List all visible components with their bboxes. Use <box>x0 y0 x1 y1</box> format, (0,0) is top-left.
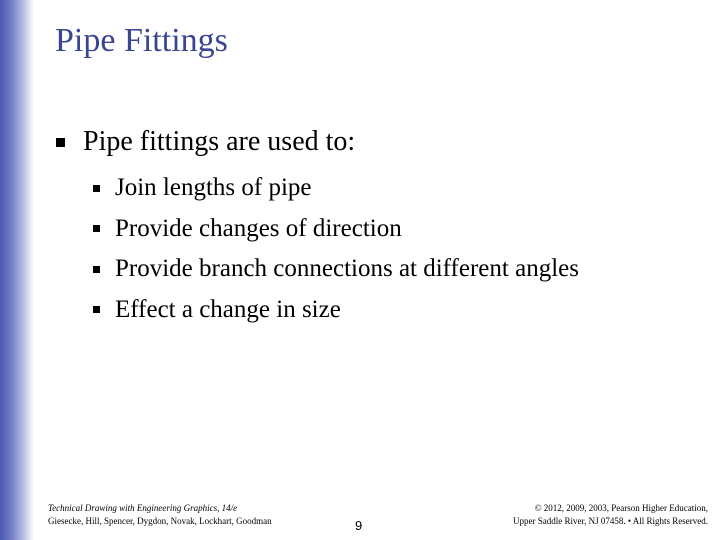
square-bullet-icon <box>93 185 100 192</box>
footer-citation <box>48 502 272 528</box>
main-bullet-item <box>56 126 355 158</box>
square-bullet-icon <box>93 225 100 232</box>
slide-title: Pipe Fittings <box>55 22 228 59</box>
sub-bullet-item <box>93 290 579 331</box>
square-bullet-icon <box>93 266 100 273</box>
decorative-side-bar <box>0 0 34 540</box>
square-bullet-icon <box>56 138 65 147</box>
copyright-line-1: © 2012, 2009, 2003, Pearson Higher Education, <box>534 503 708 513</box>
sub-bullet-item <box>93 249 579 290</box>
sub-bullet-list <box>93 168 579 330</box>
sub-bullet-text: Join lengths of pipe <box>115 174 312 202</box>
sub-bullet-text: Provide changes of direction <box>115 214 402 242</box>
main-bullet-text: Pipe fittings are used to: <box>83 126 356 157</box>
sub-bullet-item <box>93 209 579 250</box>
sub-bullet-text: Effect a change in size <box>115 295 341 323</box>
square-bullet-icon <box>93 306 100 313</box>
copyright-line-2: Upper Saddle River, NJ 07458. • All Rights Reserved. <box>512 516 708 526</box>
footer-book-title: Technical Drawing with Engineering Graphics, 14/e <box>48 503 238 513</box>
page-number: 9 <box>355 518 363 533</box>
footer-copyright <box>513 502 708 528</box>
footer-authors: Giesecke, Hill, Spencer, Dygdon, Novak, Lockhart, Goodman <box>48 516 272 526</box>
sub-bullet-text: Provide branch connections at different angles <box>115 255 579 283</box>
sub-bullet-item <box>93 168 579 209</box>
